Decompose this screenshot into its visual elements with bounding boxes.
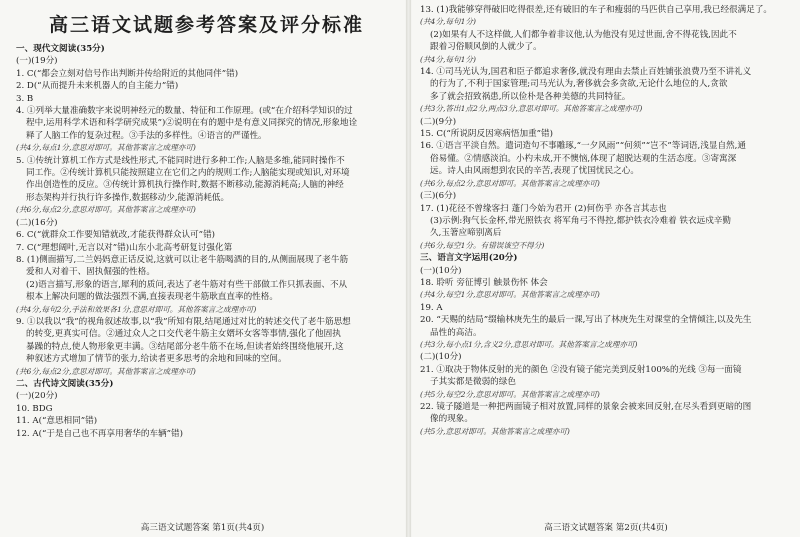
subsection-heading: (二)(16分)	[16, 217, 58, 228]
answer-line: 种叙述方式增加了情节的张力,给读者更多思考的余地和回味的空间。	[26, 354, 287, 365]
answer-line: 15. C(“所说阴反因寒病悟加重”错)	[420, 129, 553, 140]
scoring-note: (共3分,答出1点2分,两点3分,意思对即可。其他答案言之成理亦可)	[420, 104, 643, 114]
answer-line: 释了人脑工作的复杂过程。③手法的多样性。④语言的严谨性。	[26, 130, 267, 141]
answer-line: 跟着习俗顺风倒的人就少了。	[430, 42, 542, 53]
scoring-note: (共5分,每空2分,意思对即可。其他答案言之成理亦可)	[420, 389, 600, 399]
subsection-heading: (一)(10分)	[420, 265, 462, 276]
answer-line: 8. (1)侧面描写,二兰妈妈意正话反说,这就可以让老牛筋喝酒的目的,从侧面展现了老牛筋	[16, 254, 349, 265]
scoring-note: (共6分,每点2分,意思对即可。其他答案言之成理亦可)	[16, 366, 196, 376]
answer-line: 16. ①语言平淡自然。遣词造句不事雕琢,“一夕风雨”“何须”“岂不”等词语,浅显自然,通	[420, 141, 746, 152]
answer-line: 的转变,更真实可信。②通过众人之口交代老牛筋主女婿坏女客等事情,强化了他固执	[26, 329, 341, 340]
answer-line: (3)示例:狗气长金杯,带光照铁衣 将军角弓不得控,都护铁衣冷难着 铁衣远戍辛勤	[430, 215, 731, 226]
answer-line: 14. ①司马光认为,国君和臣子都追求奢侈,就没有理由去禁止百姓铺张浪费乃至不讲礼义	[420, 67, 752, 78]
answer-line: 形态架构并行执行许多操作,数据移动少,能源消耗低。	[26, 192, 230, 203]
scoring-note: (共5分,意思对即可。其他答案言之成理亦可)	[420, 426, 570, 436]
scoring-note: (共6分,每空1分。有错误该空不得分)	[420, 240, 545, 250]
answer-line: 13. (1)我能够穿得破旧吃得很差,还有破旧的车子和瘦弱的马匹供自己享用,我已经很满足了。	[420, 5, 773, 15]
scoring-note: (共6分,每点2分,意思对即可。其他答案言之成理亦可)	[420, 178, 600, 188]
answer-line: 2. D(“从而提升未来机器人的自主能力”错)	[16, 81, 179, 92]
answer-line: 同工作。②传统计算机只能按照建立在它们之内的规则工作;人脑能实现或知识,对环境	[26, 168, 350, 179]
answer-line: 子其实都是微弱的绿色	[430, 377, 516, 388]
answer-line: 4. ①列举大量准确数字来说明神经元的数量、特征和工作原理。(或“在介绍科学知识的过	[16, 106, 353, 117]
answer-line: 的行为了,不利于国家管理;司马光认为,奢侈就会多贪欲,无论什么地位的人,贪欲	[430, 79, 728, 90]
answer-line: 7. C(“理想阔叶,无言以对”错)山东小北高考研复讨强化第	[16, 242, 233, 253]
answer-line: 像的现象。	[430, 414, 473, 425]
answer-body	[16, 43, 397, 440]
answer-line: 多了就会招致祸患,所以俭朴是各种美德的共同特征。	[430, 91, 631, 102]
answer-line: 17. (1)花径不曾缘客扫 蓬门今始为君开 (2)何伤乎 亦各言其志也	[420, 203, 667, 214]
scoring-note: (共4分,每句1分)	[420, 17, 476, 27]
answer-line: 暴躁的特点,使人物形象更丰满。③结尾部分老牛筋不在场,但读者始终围绕他展开,这	[26, 341, 344, 352]
scoring-note: (共6分,每点2分,意思对即可。其他答案言之成理亦可)	[16, 205, 196, 215]
section-heading: 一、现代文阅读(35分)	[16, 44, 105, 54]
answer-line: 19. A	[420, 302, 443, 313]
subsection-heading: (二)(9分)	[420, 116, 457, 127]
answer-line: 22. 镜子隧道是一种把两面镜子相对放置,同样的景象会被来回反射,在尽头看到更暗的图	[420, 402, 752, 412]
answer-line: 12. A(“于是自己也不再享用奢华的车辆”错)	[16, 428, 184, 439]
answer-line: 9. ①以我以“我”的视角叙述故事,以“我”所知有限,结尾通过对比的转述交代了老牛筋思想	[16, 316, 351, 327]
answer-line: 久,玉箸应啼别离后	[430, 228, 502, 239]
answer-line: 6. C(“就群众工作要知错就改,才能获得群众认可”错)	[16, 230, 216, 241]
answer-line: 11. A(“意思相同”错)	[16, 416, 98, 427]
answer-line: (2)如果有人不这样做,人们都争着非议他,认为他没有见过世面,舍不得花钱,因此不	[430, 29, 737, 40]
scoring-note: (共4分,每空1分,意思对即可。其他答案言之成理亦可)	[420, 290, 600, 300]
answer-line: 爱和人对着干、固执倔强的性格。	[26, 267, 155, 278]
answer-line: 远。诗人由风雨想到农民的辛苦,表现了忧国忧民之心。	[430, 166, 639, 177]
page-title: 高三语文试题参考答案及评分标准	[48, 14, 364, 36]
answer-line: 18. 聆听 旁征博引 触景伤怀 体会	[420, 277, 548, 288]
answer-page-2	[412, 0, 800, 537]
scoring-note: (共4分,每句1分)	[420, 54, 476, 64]
answer-line: 5. ①传统计算机工作方式是线性形式,不能同时进行多种工作;人脑是多维,能同时操作不	[16, 155, 345, 166]
answer-line: (2)语言描写,形象的语言,犀利的质问,表达了老牛筋对有些干部做工作只抓表面、不从	[26, 279, 348, 290]
answer-line: 20. “天赐的结局”缀输林庚先生的最后一课,写出了林庚先生对课堂的全情倾注,以及先生	[420, 315, 752, 326]
subsection-heading: (三)(6分)	[420, 191, 457, 202]
answer-line: 根本上解决问题的做法强烈不满,直接表现老牛筋耿直直率的性格。	[26, 292, 278, 303]
answer-line: 俗易懂。②情感淡泊。小杓未成,开不懊恼,体现了超脱达观的生活态度。③寄寓深	[430, 153, 737, 164]
scoring-note: (共4分,每句2分,手法和效果各1分,意思对即可。其他答案言之成理亦可)	[16, 304, 257, 314]
subsection-heading: (一)(19分)	[16, 56, 58, 67]
answer-line: 作出创造性的反应。③传统计算机执行操作时,数据不断移动,能源消耗高;人脑的神经	[26, 180, 344, 191]
answer-line: 1. C(“都会立刻对信号作出判断并传给附近的其他同伴”错)	[16, 68, 239, 79]
answer-line: 品性的高洁。	[430, 327, 482, 338]
answer-body	[420, 4, 792, 438]
section-heading: 三、语言文字运用(20分)	[420, 253, 518, 264]
scoring-note: (共4分,每点1分,意思对即可。其他答案言之成理亦可)	[16, 143, 196, 153]
subsection-heading: (二)(10分)	[420, 352, 462, 363]
page-divider	[406, 0, 411, 537]
subsection-heading: (一)(20分)	[16, 391, 58, 402]
answer-line: 3. B	[16, 93, 34, 104]
answer-line: 21. ①取决于物体反射的光的颜色 ②没有镜子能完美到反射100%的光线 ③每一面镜	[420, 364, 742, 375]
answer-line: 10. BDG	[16, 403, 53, 414]
page-footer: 高三语文试题答案 第2页(共4页)	[544, 523, 668, 533]
scoring-note: (共3分,每小点1分,含义2分,意思对即可。其他答案言之成理亦可)	[420, 339, 638, 349]
answer-line: 程中,运用科学术语和科学研究成果”)②说明在有的题中是有意义同探究的情况,形象地诠	[26, 118, 358, 129]
section-heading: 二、古代诗文阅读(35分)	[16, 378, 114, 389]
page-footer: 高三语文试题答案 第1页(共4页)	[140, 523, 265, 533]
